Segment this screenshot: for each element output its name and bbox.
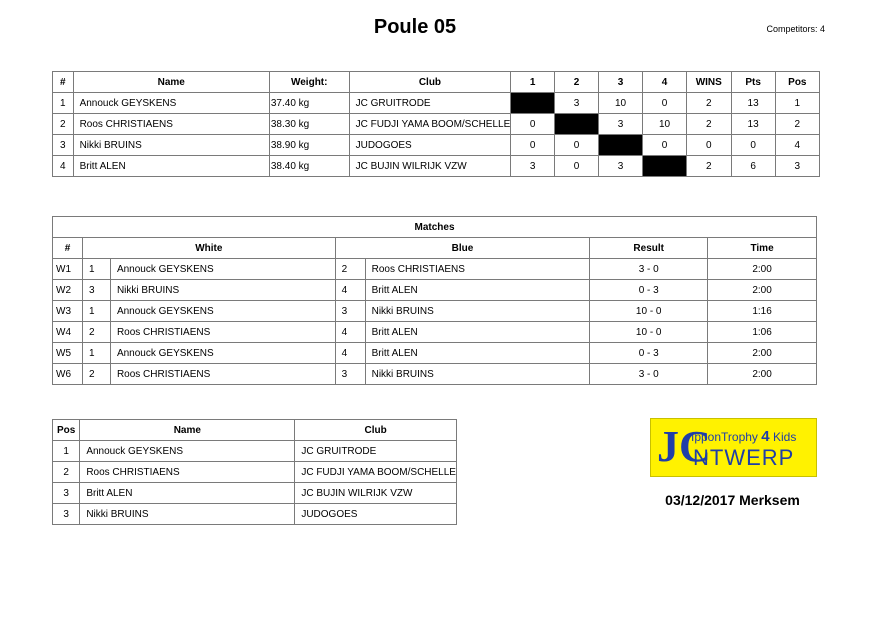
match-white-num: 2 bbox=[82, 364, 110, 385]
pool-self-cell bbox=[555, 114, 599, 135]
pool-wins: 2 bbox=[687, 93, 731, 114]
pool-header-wins: WINS bbox=[687, 72, 731, 93]
match-id: W4 bbox=[53, 322, 83, 343]
pool-wins: 2 bbox=[687, 114, 731, 135]
pool-club: JUDOGOES bbox=[349, 135, 511, 156]
match-row bbox=[53, 301, 817, 322]
match-id: W3 bbox=[53, 301, 83, 322]
match-white-num: 3 bbox=[82, 280, 110, 301]
match-blue-name: Britt ALEN bbox=[365, 343, 590, 364]
match-time: 1:06 bbox=[708, 322, 817, 343]
match-result: 0 - 3 bbox=[590, 280, 708, 301]
ranking-name: Annouck GEYSKENS bbox=[80, 441, 295, 462]
match-blue-name: Britt ALEN bbox=[365, 322, 590, 343]
match-row bbox=[53, 343, 817, 364]
pool-pos: 3 bbox=[775, 156, 819, 177]
match-id: W6 bbox=[53, 364, 83, 385]
pool-score: 0 bbox=[555, 135, 599, 156]
ranking-pos: 2 bbox=[53, 462, 80, 483]
match-blue-name: Nikki BRUINS bbox=[365, 301, 590, 322]
pool-header-col-4: 4 bbox=[643, 72, 687, 93]
match-blue-num: 4 bbox=[335, 322, 365, 343]
match-white-num: 1 bbox=[82, 343, 110, 364]
matches-header-time: Time bbox=[708, 238, 817, 259]
match-white-name: Roos CHRISTIAENS bbox=[110, 364, 335, 385]
pool-pts: 0 bbox=[731, 135, 775, 156]
match-blue-name: Britt ALEN bbox=[365, 280, 590, 301]
match-time: 1:16 bbox=[708, 301, 817, 322]
pool-num: 1 bbox=[53, 93, 74, 114]
pool-name: Britt ALEN bbox=[73, 156, 269, 177]
ranking-header-pos: Pos bbox=[53, 420, 80, 441]
match-blue-num: 3 bbox=[335, 301, 365, 322]
ranking-row bbox=[53, 441, 457, 462]
pool-wins: 0 bbox=[687, 135, 731, 156]
match-id: W5 bbox=[53, 343, 83, 364]
logo-brand bbox=[691, 428, 796, 445]
pool-pts: 13 bbox=[731, 93, 775, 114]
pool-pts: 6 bbox=[731, 156, 775, 177]
ranking-name: Britt ALEN bbox=[80, 483, 295, 504]
pool-score: 3 bbox=[555, 93, 599, 114]
ranking-header-name: Name bbox=[80, 420, 295, 441]
pool-header-col-3: 3 bbox=[598, 72, 642, 93]
pool-header-num: # bbox=[53, 72, 74, 93]
pool-score: 3 bbox=[598, 156, 642, 177]
match-row bbox=[53, 280, 817, 301]
pool-weight: 38.40 kg bbox=[269, 156, 349, 177]
match-time: 2:00 bbox=[708, 280, 817, 301]
pool-weight: 38.90 kg bbox=[269, 135, 349, 156]
logo-brand-tail: Kids bbox=[772, 430, 797, 444]
pool-table bbox=[52, 71, 820, 177]
pool-num: 2 bbox=[53, 114, 74, 135]
match-row bbox=[53, 322, 817, 343]
pool-row bbox=[53, 135, 820, 156]
match-id: W1 bbox=[53, 259, 83, 280]
pool-num: 4 bbox=[53, 156, 74, 177]
pool-header-col-1: 1 bbox=[511, 72, 555, 93]
pool-score: 0 bbox=[643, 93, 687, 114]
matches-header-num: # bbox=[53, 238, 83, 259]
pool-score: 0 bbox=[511, 135, 555, 156]
pool-club: JC GRUITRODE bbox=[349, 93, 511, 114]
logo-mark: JC bbox=[657, 422, 711, 471]
ranking-club: JC GRUITRODE bbox=[295, 441, 457, 462]
ranking-pos: 1 bbox=[53, 441, 80, 462]
ranking-pos: 3 bbox=[53, 483, 80, 504]
pool-header-row bbox=[53, 72, 820, 93]
pool-header-pts: Pts bbox=[731, 72, 775, 93]
ranking-pos: 3 bbox=[53, 504, 80, 525]
matches-table bbox=[52, 216, 817, 385]
match-white-name: Nikki BRUINS bbox=[110, 280, 335, 301]
pool-pos: 2 bbox=[775, 114, 819, 135]
pool-num: 3 bbox=[53, 135, 74, 156]
pool-club: JC FUDJI YAMA BOOM/SCHELLE bbox=[349, 114, 511, 135]
pool-pos: 1 bbox=[775, 93, 819, 114]
pool-row bbox=[53, 93, 820, 114]
ranking-name: Nikki BRUINS bbox=[80, 504, 295, 525]
match-white-num: 1 bbox=[82, 301, 110, 322]
match-white-name: Annouck GEYSKENS bbox=[110, 259, 335, 280]
match-result: 3 - 0 bbox=[590, 259, 708, 280]
pool-pos: 4 bbox=[775, 135, 819, 156]
logo-city: NTWERP bbox=[693, 445, 795, 470]
pool-score: 0 bbox=[511, 114, 555, 135]
match-white-num: 2 bbox=[82, 322, 110, 343]
pool-header-club: Club bbox=[349, 72, 511, 93]
pool-score: 3 bbox=[511, 156, 555, 177]
pool-weight: 37.40 kg bbox=[269, 93, 349, 114]
match-result: 10 - 0 bbox=[590, 301, 708, 322]
match-time: 2:00 bbox=[708, 343, 817, 364]
pool-weight: 38.30 kg bbox=[269, 114, 349, 135]
pool-name: Roos CHRISTIAENS bbox=[73, 114, 269, 135]
match-blue-num: 4 bbox=[335, 343, 365, 364]
pool-wins: 2 bbox=[687, 156, 731, 177]
ranking-row bbox=[53, 483, 457, 504]
match-result: 10 - 0 bbox=[590, 322, 708, 343]
match-time: 2:00 bbox=[708, 364, 817, 385]
pool-self-cell bbox=[598, 135, 642, 156]
tournament-logo bbox=[650, 418, 817, 477]
match-white-name: Roos CHRISTIAENS bbox=[110, 322, 335, 343]
pool-score: 3 bbox=[598, 114, 642, 135]
match-white-name: Annouck GEYSKENS bbox=[110, 343, 335, 364]
ranking-row bbox=[53, 462, 457, 483]
match-time: 2:00 bbox=[708, 259, 817, 280]
matches-header-white: White bbox=[82, 238, 335, 259]
match-blue-num: 4 bbox=[335, 280, 365, 301]
ranking-club: JUDOGOES bbox=[295, 504, 457, 525]
ranking-header-club: Club bbox=[295, 420, 457, 441]
logo-brand-name: IpponTrophy bbox=[691, 430, 758, 444]
pool-header-weight: Weight: bbox=[269, 72, 349, 93]
match-row bbox=[53, 364, 817, 385]
ranking-header-row bbox=[53, 420, 457, 441]
match-row bbox=[53, 259, 817, 280]
matches-header-blue: Blue bbox=[335, 238, 590, 259]
match-white-name: Annouck GEYSKENS bbox=[110, 301, 335, 322]
match-result: 3 - 0 bbox=[590, 364, 708, 385]
match-blue-num: 2 bbox=[335, 259, 365, 280]
match-blue-name: Roos CHRISTIAENS bbox=[365, 259, 590, 280]
pool-self-cell bbox=[511, 93, 555, 114]
pool-header-pos: Pos bbox=[775, 72, 819, 93]
match-white-num: 1 bbox=[82, 259, 110, 280]
competitors-count: Competitors: 4 bbox=[766, 24, 825, 34]
ranking-table bbox=[52, 419, 457, 525]
logo-brand-number: 4 bbox=[761, 428, 770, 445]
matches-header-result: Result bbox=[590, 238, 708, 259]
pool-header-name: Name bbox=[73, 72, 269, 93]
ranking-club: JC FUDJI YAMA BOOM/SCHELLE bbox=[295, 462, 457, 483]
pool-name: Annouck GEYSKENS bbox=[73, 93, 269, 114]
matches-title-row bbox=[53, 217, 817, 238]
pool-pts: 13 bbox=[731, 114, 775, 135]
match-blue-name: Nikki BRUINS bbox=[365, 364, 590, 385]
pool-row bbox=[53, 114, 820, 135]
pool-score: 0 bbox=[555, 156, 599, 177]
pool-self-cell bbox=[643, 156, 687, 177]
matches-title: Matches bbox=[53, 217, 817, 238]
matches-header-row bbox=[53, 238, 817, 259]
match-result: 0 - 3 bbox=[590, 343, 708, 364]
pool-header-col-2: 2 bbox=[555, 72, 599, 93]
pool-score: 10 bbox=[643, 114, 687, 135]
pool-score: 0 bbox=[643, 135, 687, 156]
pool-name: Nikki BRUINS bbox=[73, 135, 269, 156]
match-id: W2 bbox=[53, 280, 83, 301]
pool-row bbox=[53, 156, 820, 177]
event-date-place: 03/12/2017 Merksem bbox=[665, 492, 800, 508]
page-title: Poule 05 bbox=[373, 16, 457, 38]
pool-score: 10 bbox=[598, 93, 642, 114]
ranking-club: JC BUJIN WILRIJK VZW bbox=[295, 483, 457, 504]
ranking-row bbox=[53, 504, 457, 525]
pool-club: JC BUJIN WILRIJK VZW bbox=[349, 156, 511, 177]
ranking-name: Roos CHRISTIAENS bbox=[80, 462, 295, 483]
match-blue-num: 3 bbox=[335, 364, 365, 385]
